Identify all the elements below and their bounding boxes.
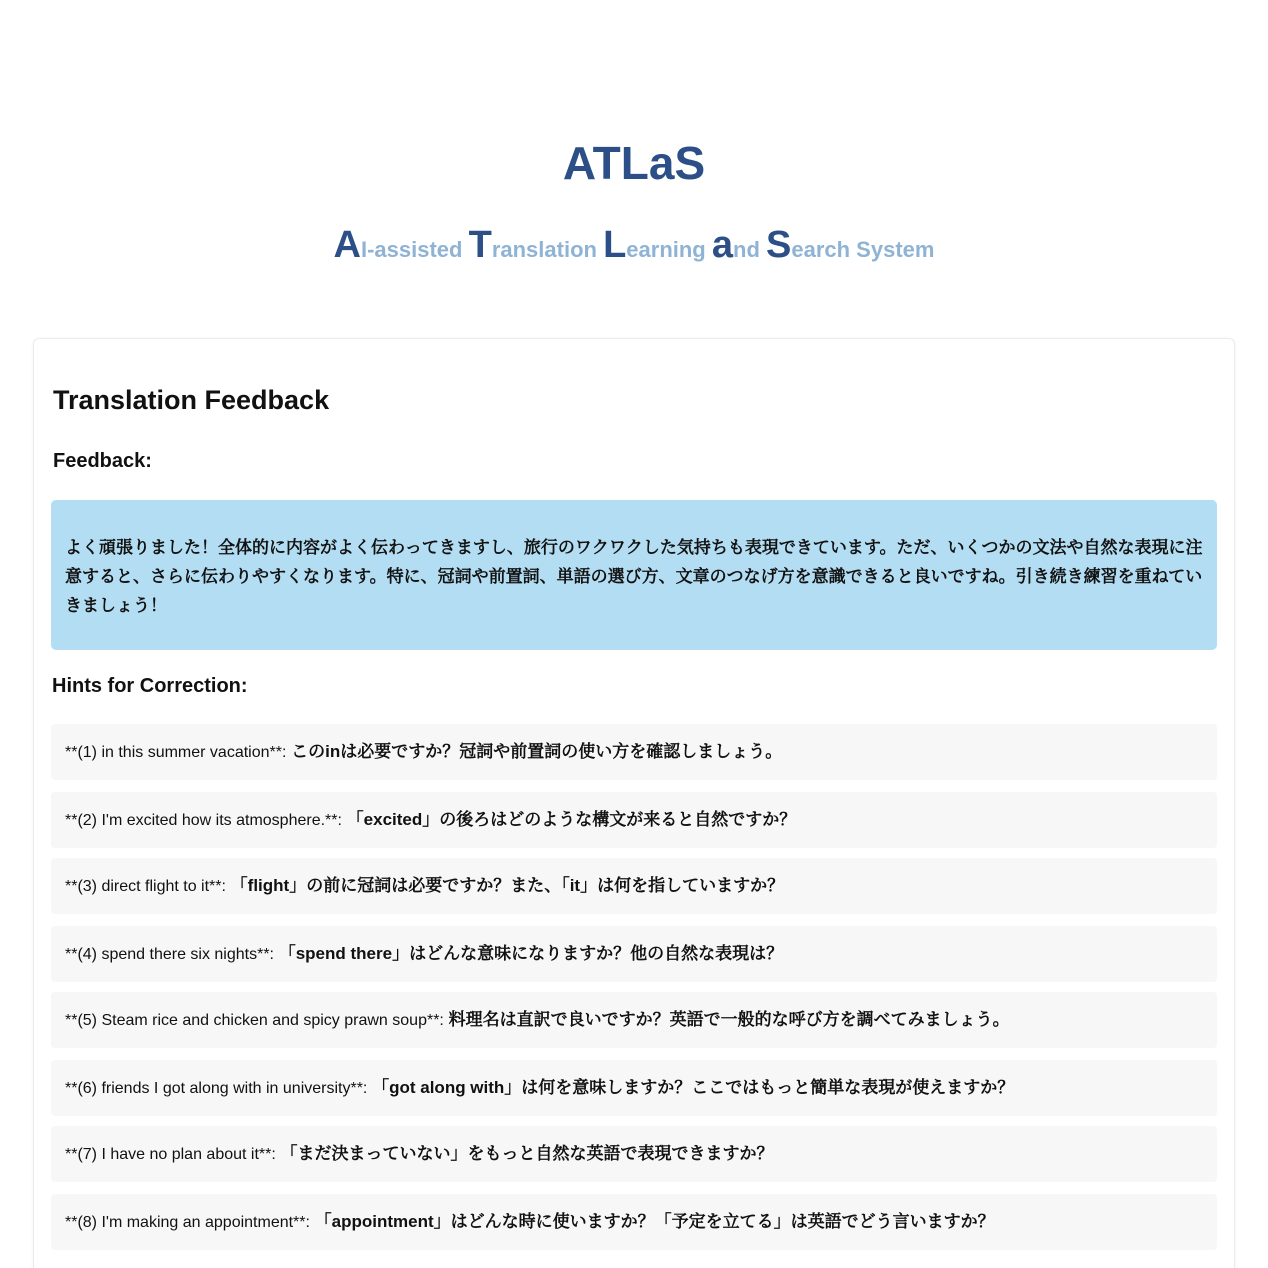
hint-quote: **(3) direct flight to it**:: [65, 878, 226, 895]
hint-text: 「spend there」はどんな意味になりますか？他の自然な表現は？: [274, 944, 784, 963]
subtitle-word: [333, 224, 469, 266]
subtitle-rest: earning: [626, 237, 712, 262]
hint-text: 「flight」の前に冠詞は必要ですか？また、「it」は何を指していますか？: [225, 876, 785, 895]
hint-text: 「まだ決まっていない」をもっと自然な英語で表現できますか？: [275, 1144, 774, 1163]
feedback-text: よく頑張りました！全体的に内容がよく伝わってきますし、旅行のワクワクした気持ちも表現できています。ただ、いくつかの文法や自然な表現に注意すると、さらに伝わりやすくなります。特に、冠詞や前置詞、単語の選び方、文章のつなげ方を意識できると良いですね。引き続き練習を重ねていきましょう！: [65, 537, 1203, 615]
hint-item: [51, 792, 1217, 848]
hint-text: 「excited」の後ろはどのような構文が来ると自然ですか？: [341, 810, 797, 829]
hint-quote: **(4) spend there six nights**:: [65, 946, 274, 963]
hint-quote: **(8) I'm making an appointment**:: [65, 1214, 310, 1231]
hint-item: [51, 926, 1217, 982]
hint-item: [51, 1126, 1217, 1182]
subtitle-rest: I-assisted: [360, 237, 469, 262]
hints-label: Hints for Correction:: [52, 675, 248, 697]
hint-item: [51, 992, 1217, 1048]
hint-quote: **(1) in this summer vacation**:: [65, 744, 287, 761]
hint-quote: **(2) I'm excited how its atmosphere.**:: [65, 812, 342, 829]
feedback-label: Feedback:: [53, 450, 152, 472]
subtitle-cap: A: [333, 224, 361, 266]
subtitle-rest: ranslation: [491, 237, 604, 262]
subtitle-word: [468, 224, 604, 266]
subtitle-word: [766, 224, 935, 266]
hint-item: [51, 858, 1217, 914]
hint-item: [51, 724, 1217, 780]
hint-quote: **(6) friends I got along with in university**:: [65, 1080, 368, 1097]
subtitle-cap: S: [766, 224, 792, 266]
subtitle-cap: T: [468, 224, 492, 266]
feedback-message: [51, 500, 1217, 650]
hint-text: 料理名は直訳で良いですか？英語で一般的な呼び方を調べてみましょう。: [443, 1010, 1010, 1029]
card-title: Translation Feedback: [53, 385, 330, 415]
feedback-card: [33, 338, 1235, 1268]
app-logo: ATLaS: [562, 137, 706, 189]
hint-text: 「got along with」は何を意味しますか？ここではもっと簡単な表現が使えますか？: [367, 1078, 1015, 1097]
app-subtitle: [0, 224, 1268, 267]
subtitle-cap: a: [711, 224, 733, 266]
subtitle-word: [711, 224, 766, 266]
hint-quote: **(5) Steam rice and chicken and spicy prawn soup**:: [65, 1012, 444, 1029]
hint-text: このinは必要ですか？冠詞や前置詞の使い方を確認しましょう。: [286, 742, 783, 761]
subtitle-rest: earch System: [791, 237, 935, 262]
hint-quote: **(7) I have no plan about it**:: [65, 1146, 276, 1163]
subtitle-word: [603, 224, 712, 266]
hint-item: [51, 1060, 1217, 1116]
subtitle-cap: L: [603, 224, 627, 266]
hint-text: 「appointment」はどんな時に使いますか？「予定を立てる」は英語でどう言いますか？: [309, 1212, 995, 1231]
subtitle-rest: nd: [733, 237, 766, 262]
hint-item: [51, 1194, 1217, 1250]
